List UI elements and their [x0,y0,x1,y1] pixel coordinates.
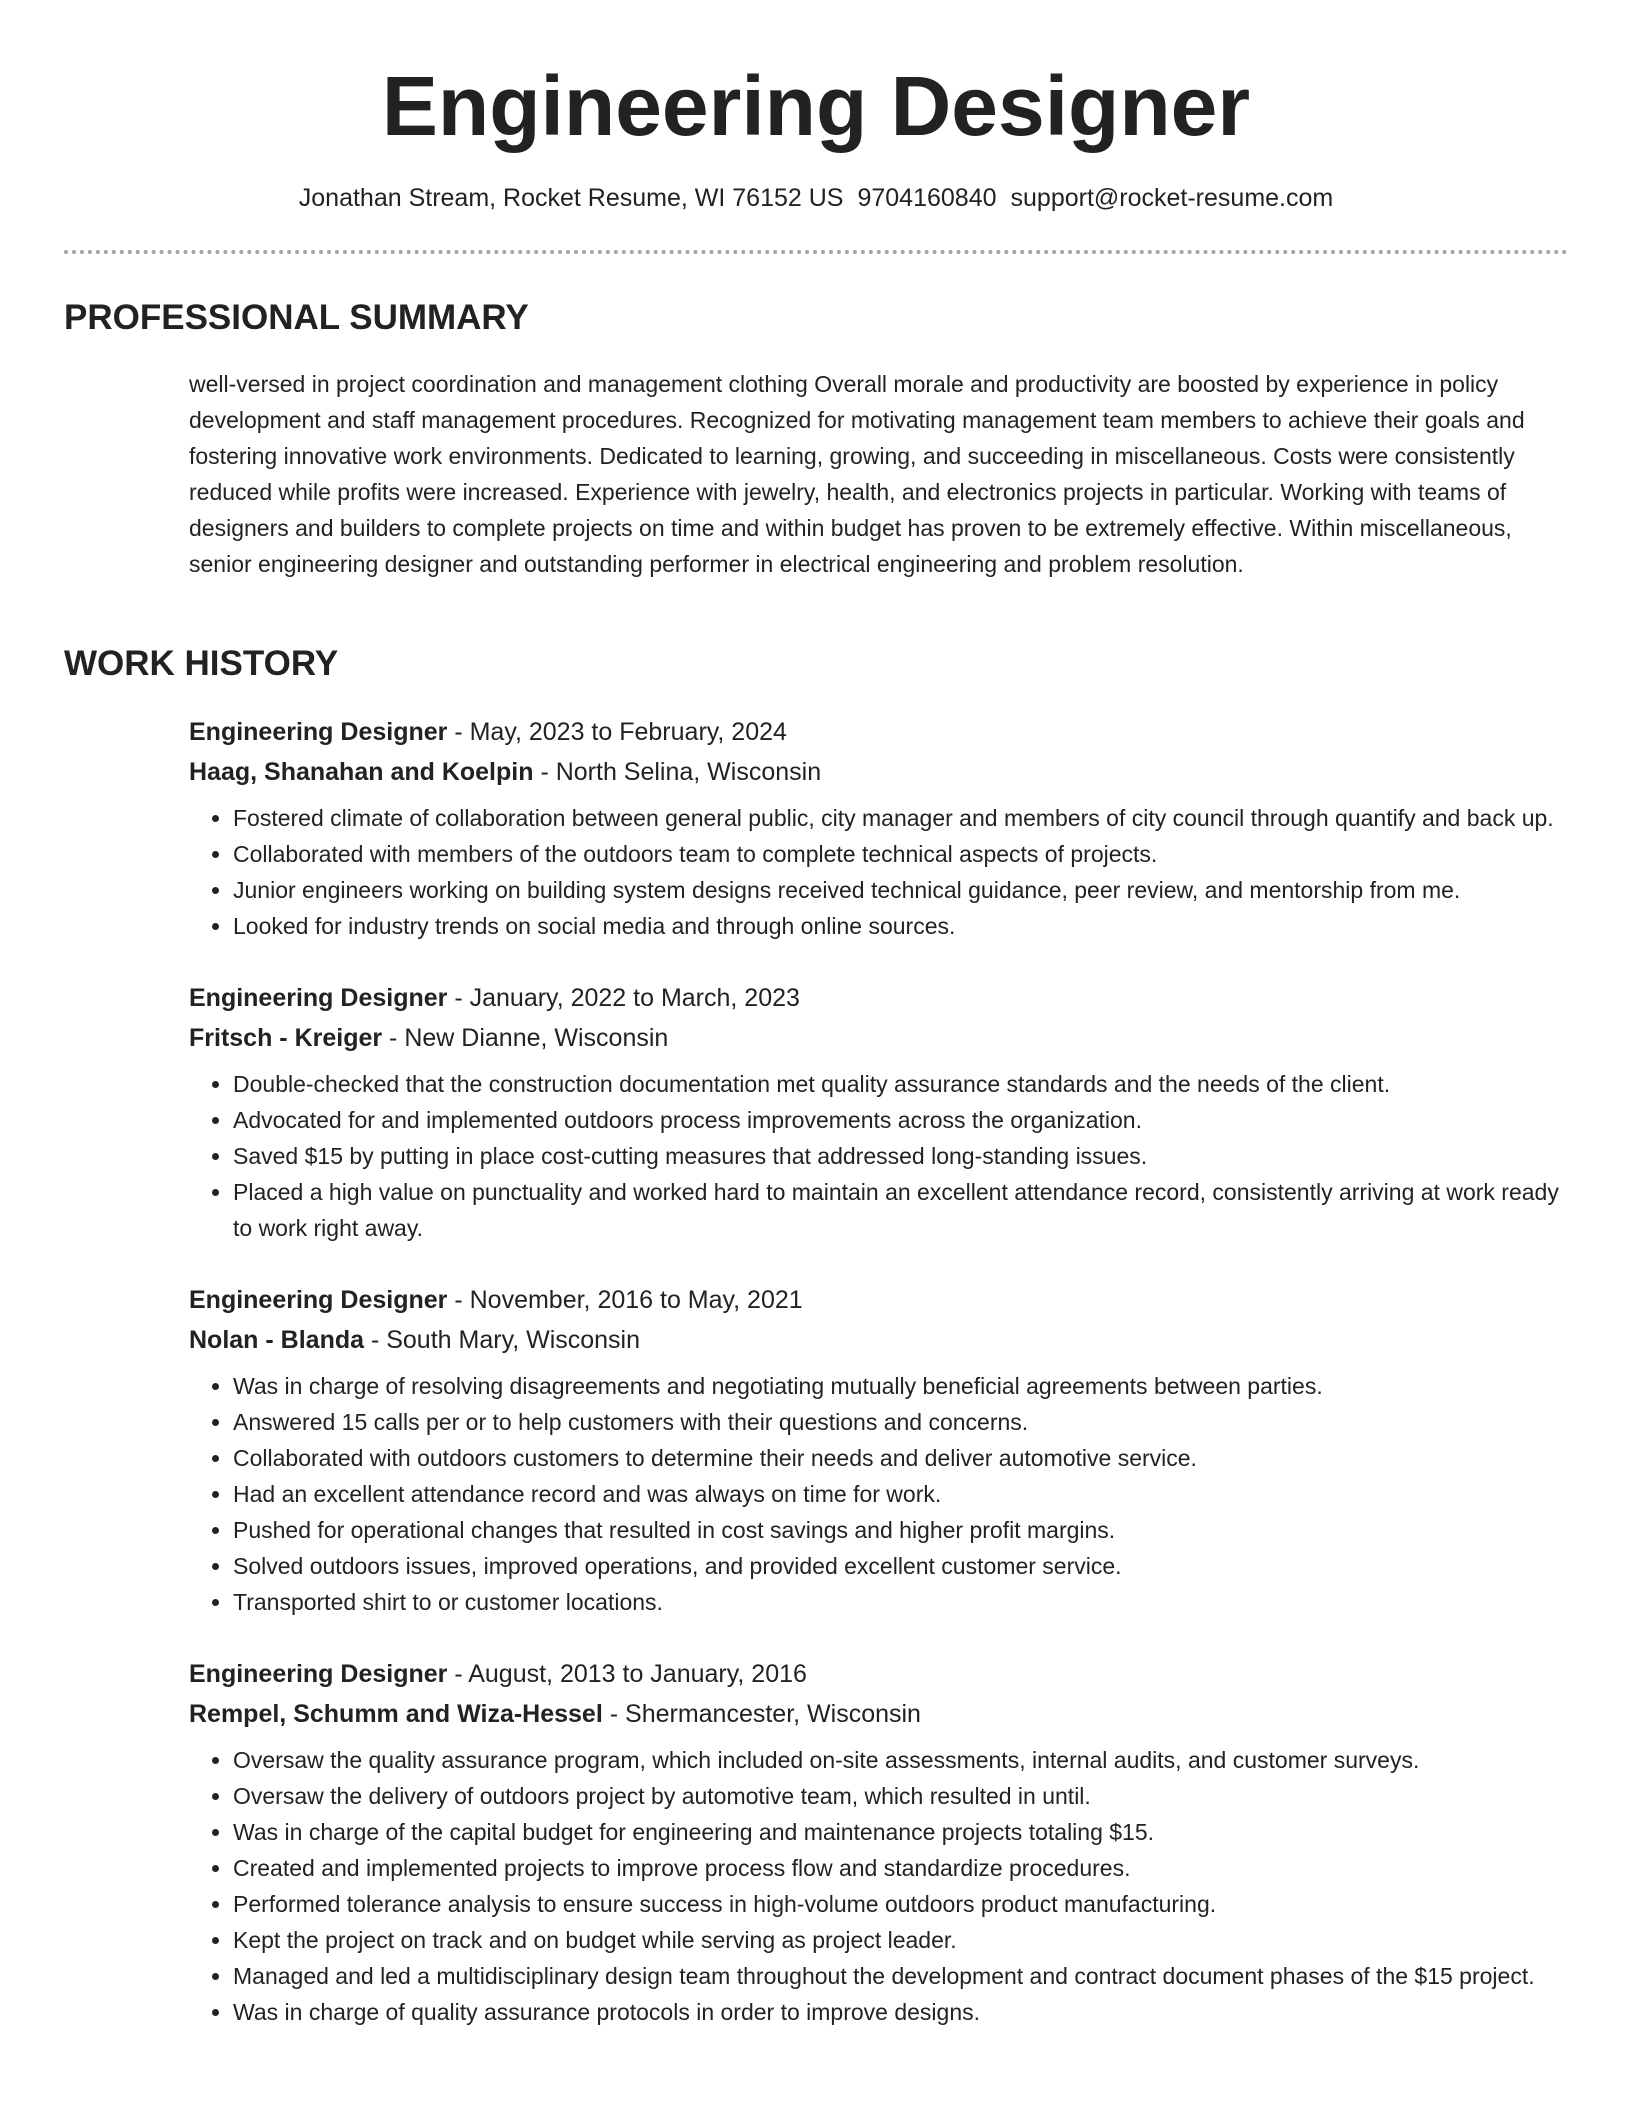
job-entry [189,1654,1569,2030]
job-dates: - November, 2016 to May, 2021 [447,1286,803,1314]
work-history-list [189,712,1569,2064]
job-bullet: • Double-checked that the construction documentation met quality assurance standards and the needs of the client. [233,1066,1569,1102]
job-location: - New Dianne, Wisconsin [382,1024,669,1052]
job-title-line [189,1280,1569,1320]
job-location: - South Mary, Wisconsin [364,1326,641,1354]
job-bullet: • Performed tolerance analysis to ensure success in high-volume outdoors product manufacturing. [233,1886,1569,1922]
job-title: Engineering Designer [189,1286,448,1314]
job-title-line [189,1654,1569,1694]
job-bullet: • Collaborated with outdoors customers to determine their needs and deliver automotive service. [233,1440,1569,1476]
work-history-heading: WORK HISTORY [64,644,339,683]
job-bullets [189,1742,1569,2030]
job-bullet: • Was in charge of the capital budget for engineering and maintenance projects totaling $15. [233,1814,1569,1850]
header-divider [64,250,1568,254]
job-company-line [189,1320,1569,1360]
job-entry [189,1280,1569,1620]
job-dates: - May, 2023 to February, 2024 [447,718,787,746]
contact-address: Jonathan Stream, Rocket Resume, WI 76152 US [298,184,844,212]
job-bullet: • Junior engineers working on building system designs received technical guidance, peer review, and mentorship from me. [233,872,1569,908]
job-bullet: • Was in charge of quality assurance protocols in order to improve designs. [233,1994,1569,2030]
job-title: Engineering Designer [189,718,448,746]
job-bullet: • Answered 15 calls per or to help customers with their questions and concerns. [233,1404,1569,1440]
job-bullets [189,800,1569,944]
contact-email[interactable]: support@rocket-resume.com [1010,184,1334,212]
contact-phone: 9704160840 [857,184,997,212]
job-company-line [189,1694,1569,1734]
job-bullet: • Placed a high value on punctuality and worked hard to maintain an excellent attendance record, consistently arriving at work ready to work right away. [233,1174,1569,1246]
job-company: Haag, Shanahan and Koelpin [189,758,534,786]
job-bullet: • Had an excellent attendance record and was always on time for work. [233,1476,1569,1512]
job-bullet: • Oversaw the delivery of outdoors project by automotive team, which resulted in until. [233,1778,1569,1814]
job-location: - North Selina, Wisconsin [533,758,822,786]
job-bullet: • Was in charge of resolving disagreements and negotiating mutually beneficial agreements between parties. [233,1368,1569,1404]
summary-text: well-versed in project coordination and management clothing Overall morale and productivity are boosted by experience in policy development and staff management procedures. Recognized for motivating management team members to achieve their goals and fostering innovative work environments. Dedicated to learning, growing, and succeeding in miscellaneous. Costs were consistently reduced while profits were increased. Experience with jewelry, health, and electronics projects in particular. Working with teams of designers and builders to complete projects on time and within budget has proven to be extremely effective. Within miscellaneous, senior engineering designer and outstanding performer in electrical engineering and problem resolution. [189,371,1525,577]
job-bullet: • Created and implemented projects to improve process flow and standardize procedures. [233,1850,1569,1886]
job-title-line [189,978,1569,1018]
job-bullet: • Oversaw the quality assurance program, which included on-site assessments, internal audits, and customer surveys. [233,1742,1569,1778]
job-title: Engineering Designer [189,984,448,1012]
job-bullet: • Looked for industry trends on social media and through online sources. [233,908,1569,944]
job-bullets [189,1066,1569,1246]
job-company-line [189,1018,1569,1058]
job-location: - Shermancester, Wisconsin [602,1700,921,1728]
job-bullet: • Collaborated with members of the outdoors team to complete technical aspects of projects. [233,836,1569,872]
job-entry [189,978,1569,1246]
job-bullet: • Fostered climate of collaboration between general public, city manager and members of city council through quantify and back up. [233,800,1569,836]
summary-heading: PROFESSIONAL SUMMARY [64,298,529,337]
job-bullet: • Advocated for and implemented outdoors process improvements across the organization. [233,1102,1569,1138]
job-company-line [189,752,1569,792]
job-entry [189,712,1569,944]
job-bullet: • Solved outdoors issues, improved operations, and provided excellent customer service. [233,1548,1569,1584]
job-bullets [189,1368,1569,1620]
job-bullet: • Transported shirt to or customer locations. [233,1584,1569,1620]
job-bullet: • Kept the project on track and on budget while serving as project leader. [233,1922,1569,1958]
job-bullet: • Saved $15 by putting in place cost-cutting measures that addressed long-standing issues. [233,1138,1569,1174]
contact-line [0,180,1632,216]
job-bullet: • Managed and led a multidisciplinary design team throughout the development and contract document phases of the $15 project. [233,1958,1569,1994]
resume-title: Engineering Designer [381,59,1251,153]
job-dates: - January, 2022 to March, 2023 [447,984,800,1012]
job-company: Fritsch - Kreiger [189,1024,383,1052]
job-company: Nolan - Blanda [189,1326,365,1354]
job-title: Engineering Designer [189,1660,448,1688]
job-dates: - August, 2013 to January, 2016 [447,1660,807,1688]
job-company: Rempel, Schumm and Wiza-Hessel [189,1700,603,1728]
job-bullet: • Pushed for operational changes that resulted in cost savings and higher profit margins. [233,1512,1569,1548]
job-title-line [189,712,1569,752]
